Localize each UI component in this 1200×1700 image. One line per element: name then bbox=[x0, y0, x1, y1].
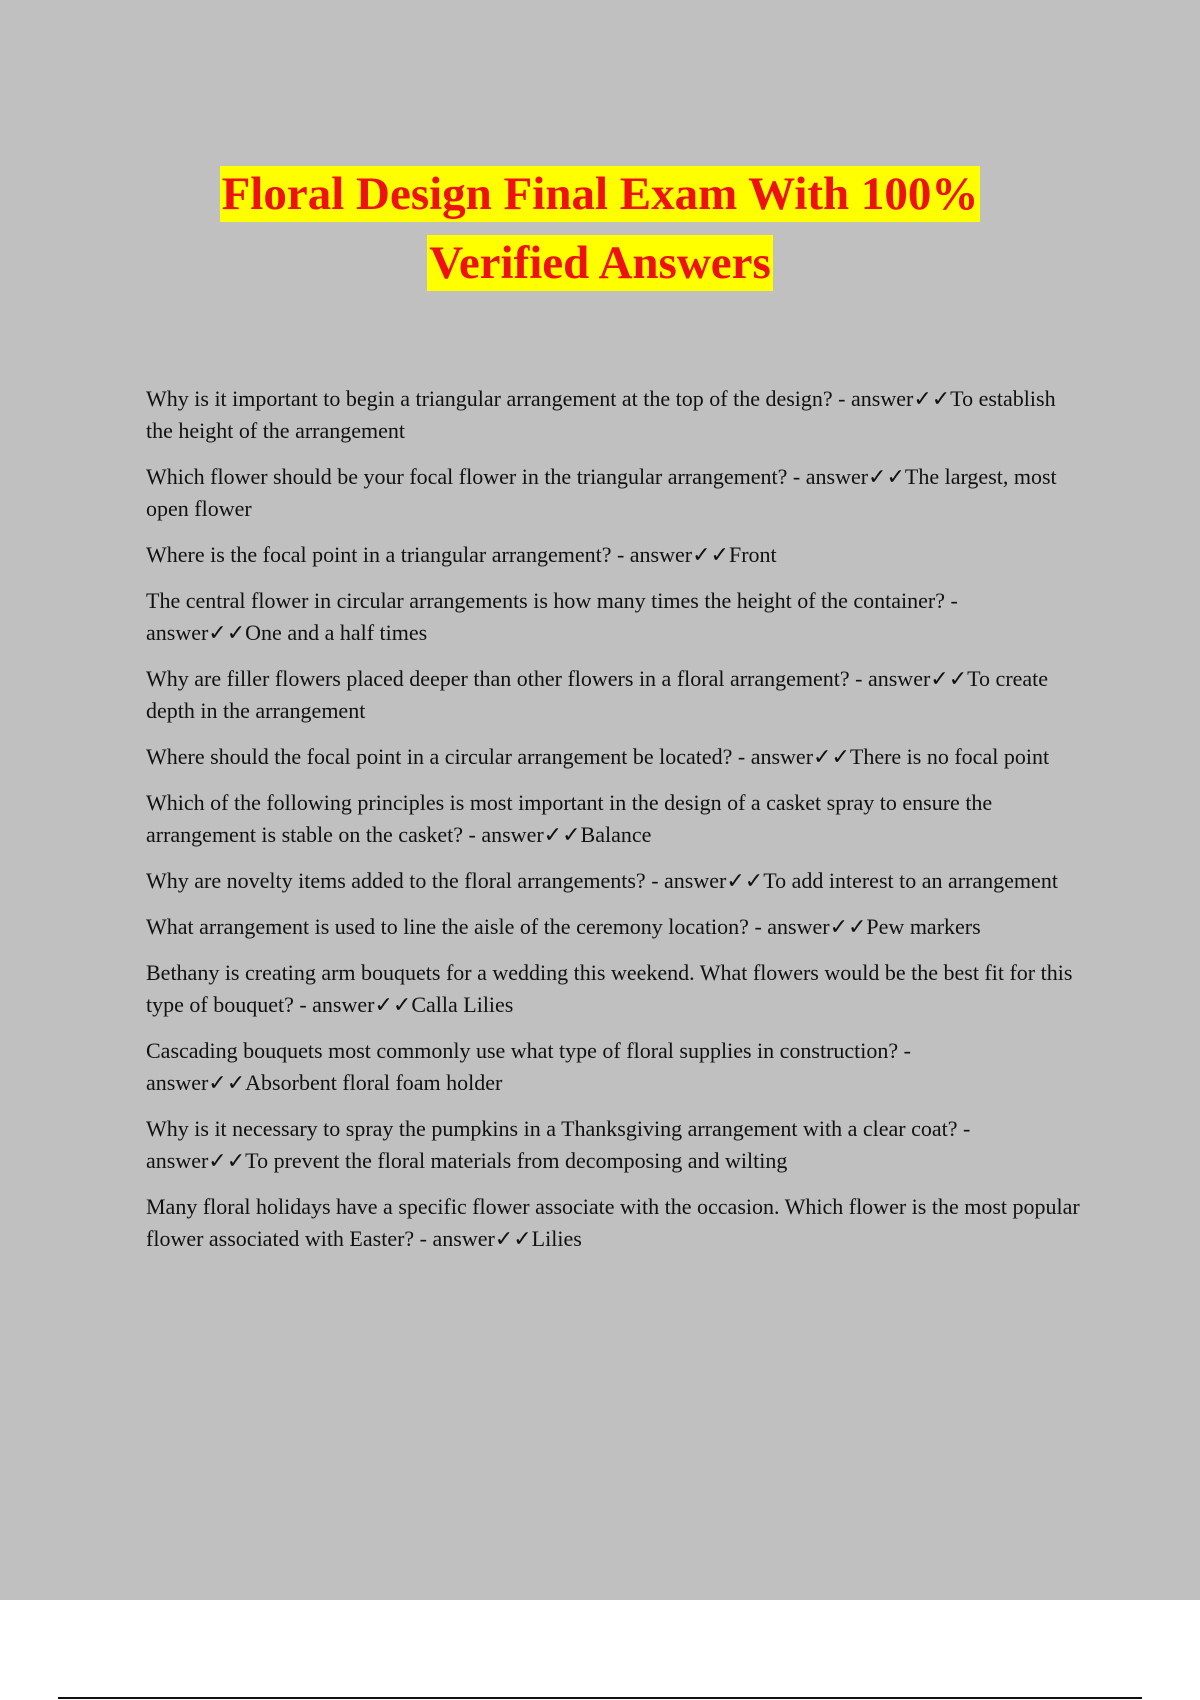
title-line-2: Verified Answers bbox=[429, 237, 771, 289]
qa-item: Why are novelty items added to the floral arrangements? - answer✓✓To add interest to an arrangement bbox=[146, 868, 1058, 893]
qa-item: Why is it necessary to spray the pumpkins in a Thanksgiving arrangement with a clear coat? - answer✓✓To prevent the floral materials from decomposing and wilting bbox=[146, 1116, 971, 1173]
qa-item: The central flower in circular arrangements is how many times the height of the container? - answer✓✓One and a half times bbox=[146, 588, 958, 645]
title-line-1: Floral Design Final Exam With 100% bbox=[221, 168, 979, 220]
qa-list bbox=[146, 383, 1086, 1269]
qa-item: Bethany is creating arm bouquets for a wedding this weekend. What flowers would be the best fit for this type of bouquet? - answer✓✓Calla Lilies bbox=[146, 960, 1073, 1017]
qa-item: Why are filler flowers placed deeper than other flowers in a floral arrangement? - answer✓✓To create depth in the arrangement bbox=[146, 666, 1049, 723]
qa-item: Which of the following principles is most important in the design of a casket spray to ensure the arrangement is stable on the casket? - answer✓✓Balance bbox=[146, 790, 993, 847]
document-title bbox=[0, 166, 1200, 304]
qa-item: Cascading bouquets most commonly use what type of floral supplies in construction? - answer✓✓Absorbent floral foam holder bbox=[146, 1038, 911, 1095]
qa-item: Many floral holidays have a specific flower associate with the occasion. Which flower is the most popular flower associated with Easter? - answer✓✓Lilies bbox=[146, 1194, 1080, 1251]
qa-item: Where should the focal point in a circular arrangement be located? - answer✓✓There is no focal point bbox=[146, 744, 1050, 769]
qa-item: What arrangement is used to line the aisle of the ceremony location? - answer✓✓Pew markers bbox=[146, 914, 981, 939]
qa-item: Where is the focal point in a triangular arrangement? - answer✓✓Front bbox=[146, 542, 777, 567]
qa-item: Which flower should be your focal flower in the triangular arrangement? - answer✓✓The largest, most open flower bbox=[146, 464, 1057, 521]
footer-divider bbox=[58, 1697, 1142, 1699]
qa-item: Why is it important to begin a triangular arrangement at the top of the design? - answer✓✓To establish the height of the arrangement bbox=[146, 386, 1056, 443]
